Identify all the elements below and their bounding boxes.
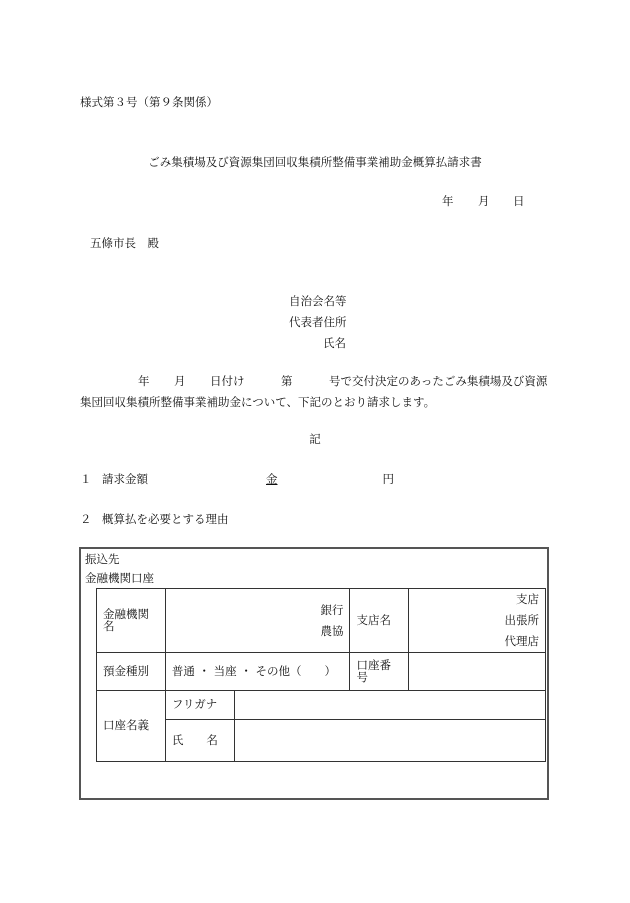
furigana-row bbox=[97, 691, 546, 720]
deposit-row bbox=[97, 653, 546, 691]
addressee: 五條市長 殿 bbox=[90, 236, 159, 250]
bank-type-bank: 銀行 bbox=[320, 602, 344, 617]
item2-number: ２ bbox=[80, 512, 92, 526]
account-number-field[interactable] bbox=[409, 653, 546, 691]
body-dated: 日付け bbox=[210, 374, 245, 388]
bank-type-nokyo: 農協 bbox=[320, 623, 344, 638]
deposit-type-label: 預金種別 bbox=[97, 653, 166, 691]
bank-row bbox=[97, 589, 546, 653]
branch-type-shiten: 支店 bbox=[516, 592, 539, 606]
amount-yen: 円 bbox=[382, 472, 394, 486]
branch-name-field[interactable] bbox=[409, 589, 546, 653]
date-year-label: 年 bbox=[442, 194, 454, 208]
document-title: ごみ集積場及び資源集団回収集積所整備事業補助金概算払請求書 bbox=[148, 155, 482, 169]
amount-kin: 金 bbox=[266, 472, 278, 486]
item2-label: 概算払を必要とする理由 bbox=[102, 512, 229, 526]
applicant-org-label: 自治会名等 bbox=[289, 294, 347, 308]
branch-type-shutchojo: 出張所 bbox=[504, 613, 539, 627]
applicant-address-label: 代表者住所 bbox=[289, 315, 347, 329]
bank-account-table bbox=[96, 588, 546, 762]
date-month-label: 月 bbox=[478, 194, 490, 208]
holder-name-field[interactable] bbox=[234, 720, 545, 762]
item1-label: 請求金額 bbox=[102, 472, 148, 486]
bank-account-heading: 金融機関口座 bbox=[85, 571, 154, 585]
furigana-label: フリガナ bbox=[165, 691, 234, 720]
ki-mark: 記 bbox=[309, 432, 321, 446]
body-line2: 集団回収集積所整備事業補助金について、下記のとおり請求します。 bbox=[80, 395, 436, 409]
bank-name-field[interactable] bbox=[165, 589, 350, 653]
furigana-field[interactable] bbox=[234, 691, 545, 720]
account-number-label: 口座番号 bbox=[350, 653, 409, 691]
body-month: 月 bbox=[174, 374, 186, 388]
body-year: 年 bbox=[138, 374, 150, 388]
date-day-label: 日 bbox=[513, 194, 525, 208]
branch-type-dairiten: 代理店 bbox=[504, 634, 539, 648]
item1-number: １ bbox=[80, 472, 92, 486]
account-holder-label: 口座名義 bbox=[97, 691, 166, 762]
form-number: 様式第３号（第９条関係） bbox=[80, 95, 218, 109]
body-line1-rest: 号で交付決定のあったごみ集積場及び資源 bbox=[329, 374, 548, 388]
applicant-name-label: 氏名 bbox=[323, 336, 346, 350]
deposit-type-options[interactable]: 普通 ・ 当座 ・ その他（ ） bbox=[165, 653, 350, 691]
amount-field[interactable] bbox=[266, 474, 394, 486]
transfer-heading: 振込先 bbox=[85, 552, 120, 566]
body-no-prefix: 第 bbox=[281, 374, 293, 388]
bank-name-label: 金融機関名 bbox=[97, 589, 166, 653]
branch-name-label: 支店名 bbox=[350, 589, 409, 653]
holder-name-label: 氏 名 bbox=[165, 720, 234, 762]
